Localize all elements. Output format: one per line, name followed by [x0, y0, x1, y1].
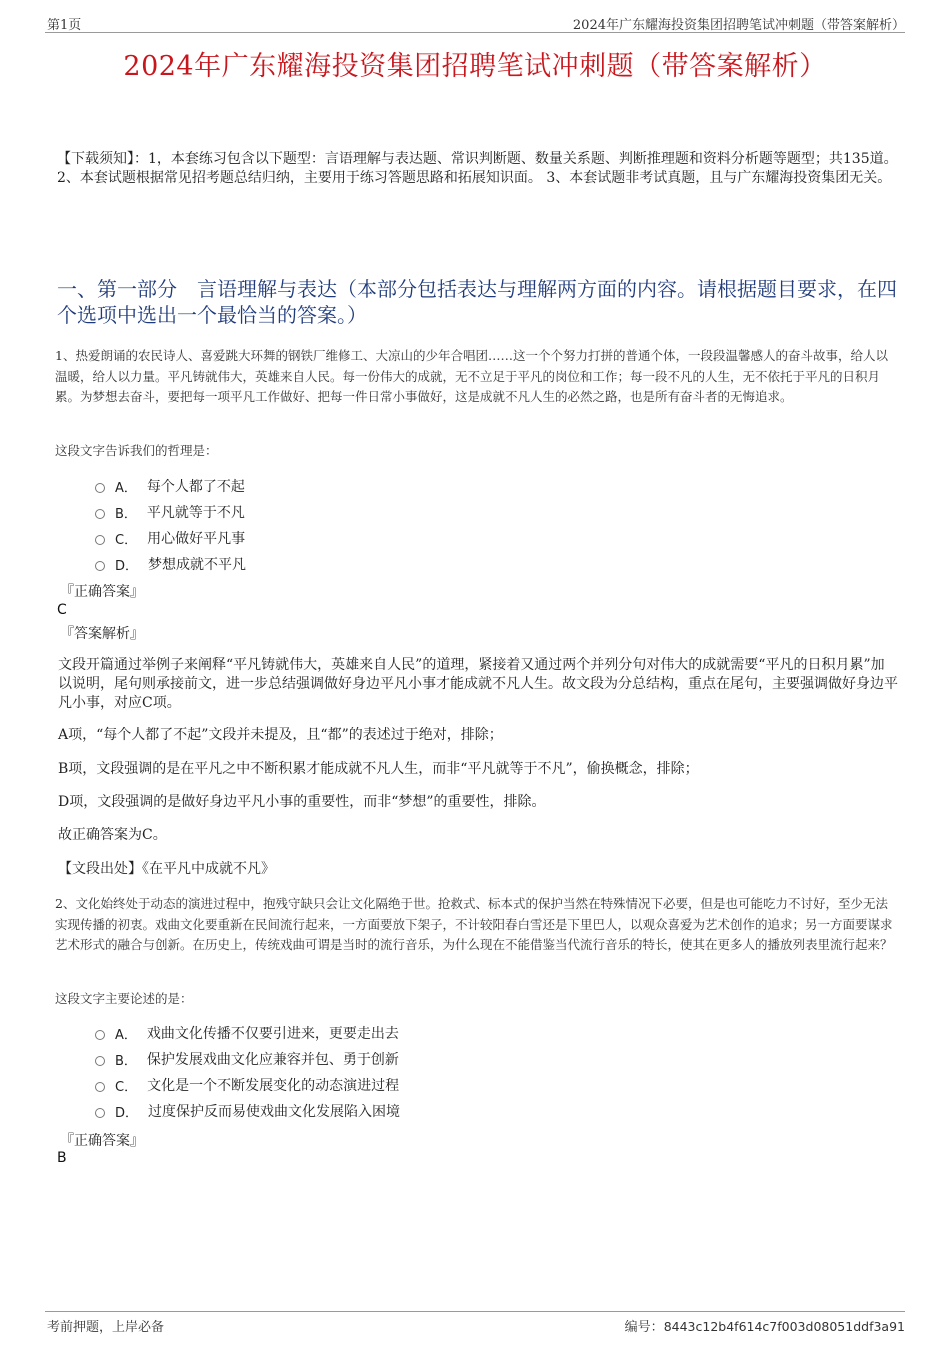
- section-title: 一、第一部分 言语理解与表达（本部分包括表达与理解两方面的内容。请根据题目要求，在四个选项中选出一个最恰当的答案。）: [57, 277, 897, 327]
- page-header: [45, 12, 905, 33]
- analysis-option-b: B项，文段强调的是在平凡之中不断积累才能成就不凡人生，而非“平凡就等于不凡”，偷换概念，排除；: [58, 761, 699, 777]
- correct-answer: B: [57, 1150, 67, 1166]
- correct-answer: C: [57, 602, 67, 618]
- document-title: 2024年广东耀海投资集团招聘笔试冲刺题（带答案解析）: [123, 51, 827, 82]
- analysis-source: 【文段出处】《在平凡中成就不凡》: [58, 861, 275, 877]
- option-b[interactable]: B． 平凡就等于不凡: [95, 499, 246, 525]
- analysis-label: 『答案解析』: [60, 626, 144, 642]
- radio-icon[interactable]: [95, 1108, 105, 1118]
- option-c[interactable]: C． 文化是一个不断发展变化的动态演进过程: [95, 1072, 400, 1098]
- option-a[interactable]: A． 戏曲文化传播不仅要引进来，更要走出去: [95, 1020, 400, 1046]
- header-doc-title: 2024年广东耀海投资集团招聘笔试冲刺题（带答案解析）: [572, 18, 905, 33]
- option-a[interactable]: A． 每个人都了不起: [95, 473, 246, 499]
- question-1-prompt: 这段文字告诉我们的哲理是：: [55, 443, 218, 458]
- question-1-options: [95, 473, 246, 577]
- radio-icon[interactable]: [95, 535, 105, 545]
- analysis-option-a: A项，“每个人都了不起”文段并未提及，且“都”的表述过于绝对，排除；: [58, 727, 503, 743]
- question-2-text: 2、文化始终处于动态的演进过程中，抱残守缺只会让文化隔绝于世。抢救式、标本式的保护当然在特殊情况下必要，但是也可能吃力不讨好，至少无法实现传播的初衷。戏曲文化要重新在民间流行起来，一方面要放下架子，不计较阳春白雪还是下里巴人，以观众喜爱为艺术创作的追求；另一方面要谋求艺术形式的融合与创新。在历史上，传统戏曲可谓是当时的流行音乐，为什么现在不能借鉴当代流行音乐的特长，使其在更多人的播放列表里流行起来？: [55, 896, 893, 952]
- page-footer: [45, 1311, 905, 1336]
- radio-icon[interactable]: [95, 1030, 105, 1040]
- download-notice: 【下载须知】：1，本套练习包含以下题型：言语理解与表达题、常识判断题、数量关系题、判断推理题和资料分析题等题型；共135道。 2、本套试题根据常见招考题总结归纳，主要用于练习答题思路和拓展知识面。 3、本套试题非考试真题，且与广东耀海投资集团无关。: [57, 151, 898, 186]
- radio-icon[interactable]: [95, 1082, 105, 1092]
- option-b[interactable]: B． 保护发展戏曲文化应兼容并包、勇于创新: [95, 1046, 400, 1072]
- correct-answer-label: 『正确答案』: [60, 1133, 144, 1149]
- footer-code-label: 编号：: [624, 1320, 664, 1335]
- correct-answer-label: 『正确答案』: [60, 584, 144, 600]
- radio-icon[interactable]: [95, 561, 105, 571]
- question-1-text: 1、热爱朗诵的农民诗人、喜爱跳大环舞的钢铁厂维修工、大凉山的少年合唱团……这一个个努力打拼的普通个体，一段段温馨感人的奋斗故事，给人以温暖，给人以力量。平凡铸就伟大，英雄来自人民。每一份伟大的成就，无不立足于平凡的岗位和工作；每一段不凡的人生，无不依托于平凡的日积月累。为梦想去奋斗，要把每一项平凡工作做好、把每一件日常小事做好，这是成就不凡人生的必然之路，也是所有奋斗者的无悔追求。: [55, 348, 888, 404]
- question-2-options: [95, 1020, 400, 1124]
- footer-slogan: 考前押题，上岸必备: [47, 1320, 165, 1335]
- question-2-prompt: 这段文字主要论述的是：: [55, 991, 193, 1006]
- analysis-option-d: D项，文段强调的是做好身边平凡小事的重要性，而非“梦想”的重要性，排除。: [58, 794, 546, 810]
- option-d[interactable]: D． 梦想成就不平凡: [95, 551, 246, 577]
- analysis-paragraph: 文段开篇通过举例子来阐释“平凡铸就伟大，英雄来自人民”的道理，紧接着又通过两个并列分句对伟大的成就需要“平凡的日积月累”加以说明，尾句则承接前文，进一步总结强调做好身边平凡小事才能成就不凡人生。故文段为分总结构，重点在尾句，主要强调做好身边平凡小事，对应C项。: [58, 657, 898, 711]
- footer-code: [625, 1316, 905, 1335]
- radio-icon[interactable]: [95, 1056, 105, 1066]
- radio-icon[interactable]: [95, 509, 105, 519]
- footer-code-value: 8443c12b4f614c7f003d08051ddf3a91: [663, 1319, 905, 1334]
- analysis-conclusion: 故正确答案为C。: [58, 827, 167, 843]
- radio-icon[interactable]: [95, 483, 105, 493]
- option-c[interactable]: C． 用心做好平凡事: [95, 525, 246, 551]
- page-number: 第1页: [47, 18, 82, 33]
- option-d[interactable]: D． 过度保护反而易使戏曲文化发展陷入困境: [95, 1098, 400, 1124]
